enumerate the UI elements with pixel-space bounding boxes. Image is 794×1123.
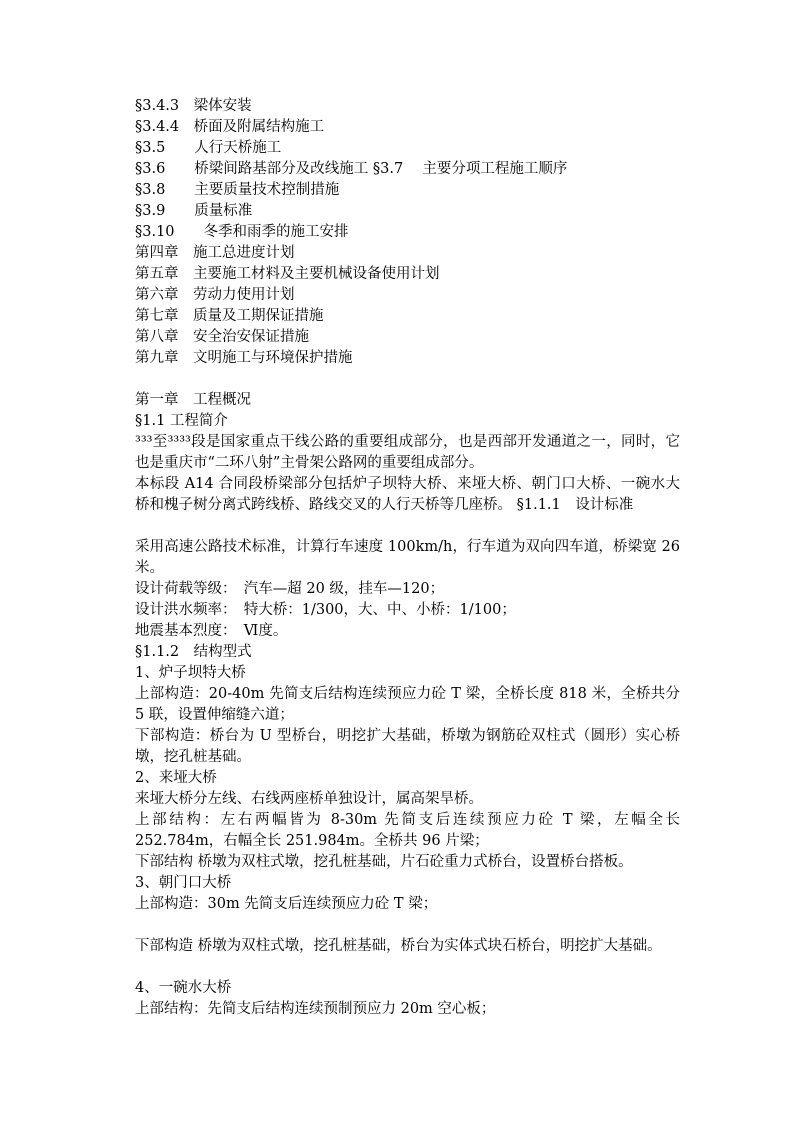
toc-item: 第五章 主要施工材料及主要机械设备使用计划 bbox=[135, 266, 440, 282]
toc-item: §3.8 主要质量技术控制措施 bbox=[135, 182, 340, 198]
toc-item: §3.10 冬季和雨季的施工安排 bbox=[135, 224, 349, 240]
toc-item: §3.4.4 桥面及附属结构施工 bbox=[135, 119, 325, 135]
toc-item: §3.5 人行天桥施工 bbox=[135, 140, 282, 156]
paragraph bbox=[118, 474, 680, 516]
chapter-title: 第一章 工程概况 bbox=[135, 392, 251, 408]
toc-item: §3.4.3 梁体安装 bbox=[135, 98, 252, 114]
paragraph-text: 采用高速公路技术标准，计算行车速度 100km/h，行车道为双向四车道，桥梁宽 26 米。 bbox=[135, 539, 680, 576]
paragraph-text: 本标段 A14 合同段桥梁部分包括炉子坝特大桥、来垭大桥、朝门口大桥、一碗水大桥和槐子树分离式跨线桥、路线交叉的人行天桥等几座桥。 §1.1.1 设计标准 bbox=[135, 476, 680, 513]
bridge-upper: 上部结构：先简支后结构连续预制预应力 20m 空心板； bbox=[135, 1001, 496, 1017]
paragraph-text: 下部构造 桥墩为双柱式墩，挖孔桩基础，桥台为实体式块石桥台，明挖扩大基础。 bbox=[135, 938, 662, 954]
bridge-title: 1、炉子坝特大桥 bbox=[135, 665, 246, 681]
toc-item: §3.6 桥梁间路基部分及改线施工 §3.7 主要分项工程施工顺序 bbox=[135, 161, 568, 177]
toc-item: 第九章 文明施工与环境保护措施 bbox=[135, 350, 353, 366]
paragraph bbox=[118, 936, 680, 957]
paragraph bbox=[118, 432, 680, 474]
toc-item: §3.9 质量标准 bbox=[135, 203, 253, 219]
bridge-title: 2、来垭大桥 bbox=[135, 770, 217, 786]
design-flood: 设计洪水频率： 特大桥：1/300，大、中、小桥：1/100； bbox=[135, 602, 516, 618]
bridge-upper: 上部构造：30m 先简支后连续预应力砼 T 梁； bbox=[135, 896, 438, 912]
toc-item: 第八章 安全治安保证措施 bbox=[135, 329, 309, 345]
paragraph bbox=[118, 726, 680, 768]
paragraph bbox=[118, 537, 680, 579]
bridge-title: 3、朝门口大桥 bbox=[135, 875, 232, 891]
section-title: §1.1.2 结构型式 bbox=[135, 644, 252, 660]
section-title: §1.1 工程简介 bbox=[135, 413, 228, 429]
toc-item: 第六章 劳动力使用计划 bbox=[135, 287, 295, 303]
design-load: 设计荷载等级： 汽车—超 20 级，挂车—120； bbox=[135, 581, 445, 597]
toc-item: 第七章 质量及工期保证措施 bbox=[135, 308, 324, 324]
paragraph bbox=[118, 810, 680, 852]
paragraph-text: 上部结构：左右两幅皆为 8-30m 先简支后连续预应力砼 T 梁，左幅全长 252.784m，右幅全长 251.984m。全桥共 96 片梁； bbox=[135, 812, 680, 849]
bridge-title: 4、一碗水大桥 bbox=[135, 980, 232, 996]
paragraph-text: 下部构造：桥台为 U 型桥台，明挖扩大基础，桥墩为钢筋砼双柱式（圆形）实心桥墩，挖孔桩基础。 bbox=[135, 728, 680, 765]
paragraph-text: 上部构造：20-40m 先简支后结构连续预应力砼 T 梁，全桥长度 818 米，全桥共分 5 联，设置伸缩缝六道； bbox=[135, 686, 680, 723]
bridge-lower: 下部结构 桥墩为双柱式墩，挖孔桩基础，片石砼重力式桥台，设置桥台搭板。 bbox=[135, 854, 633, 870]
paragraph-text: ³³³至³³³³段是国家重点干线公路的重要组成部分，也是西部开发通道之一，同时，它也是重庆市“二环八射”主骨架公路网的重要组成部分。 bbox=[135, 434, 680, 471]
paragraph bbox=[118, 684, 680, 726]
bridge-desc: 来垭大桥分左线、右线两座桥单独设计，属高架旱桥。 bbox=[135, 791, 483, 807]
seismic-intensity: 地震基本烈度： Ⅵ度。 bbox=[135, 623, 288, 639]
toc-item: 第四章 施工总进度计划 bbox=[135, 245, 295, 261]
